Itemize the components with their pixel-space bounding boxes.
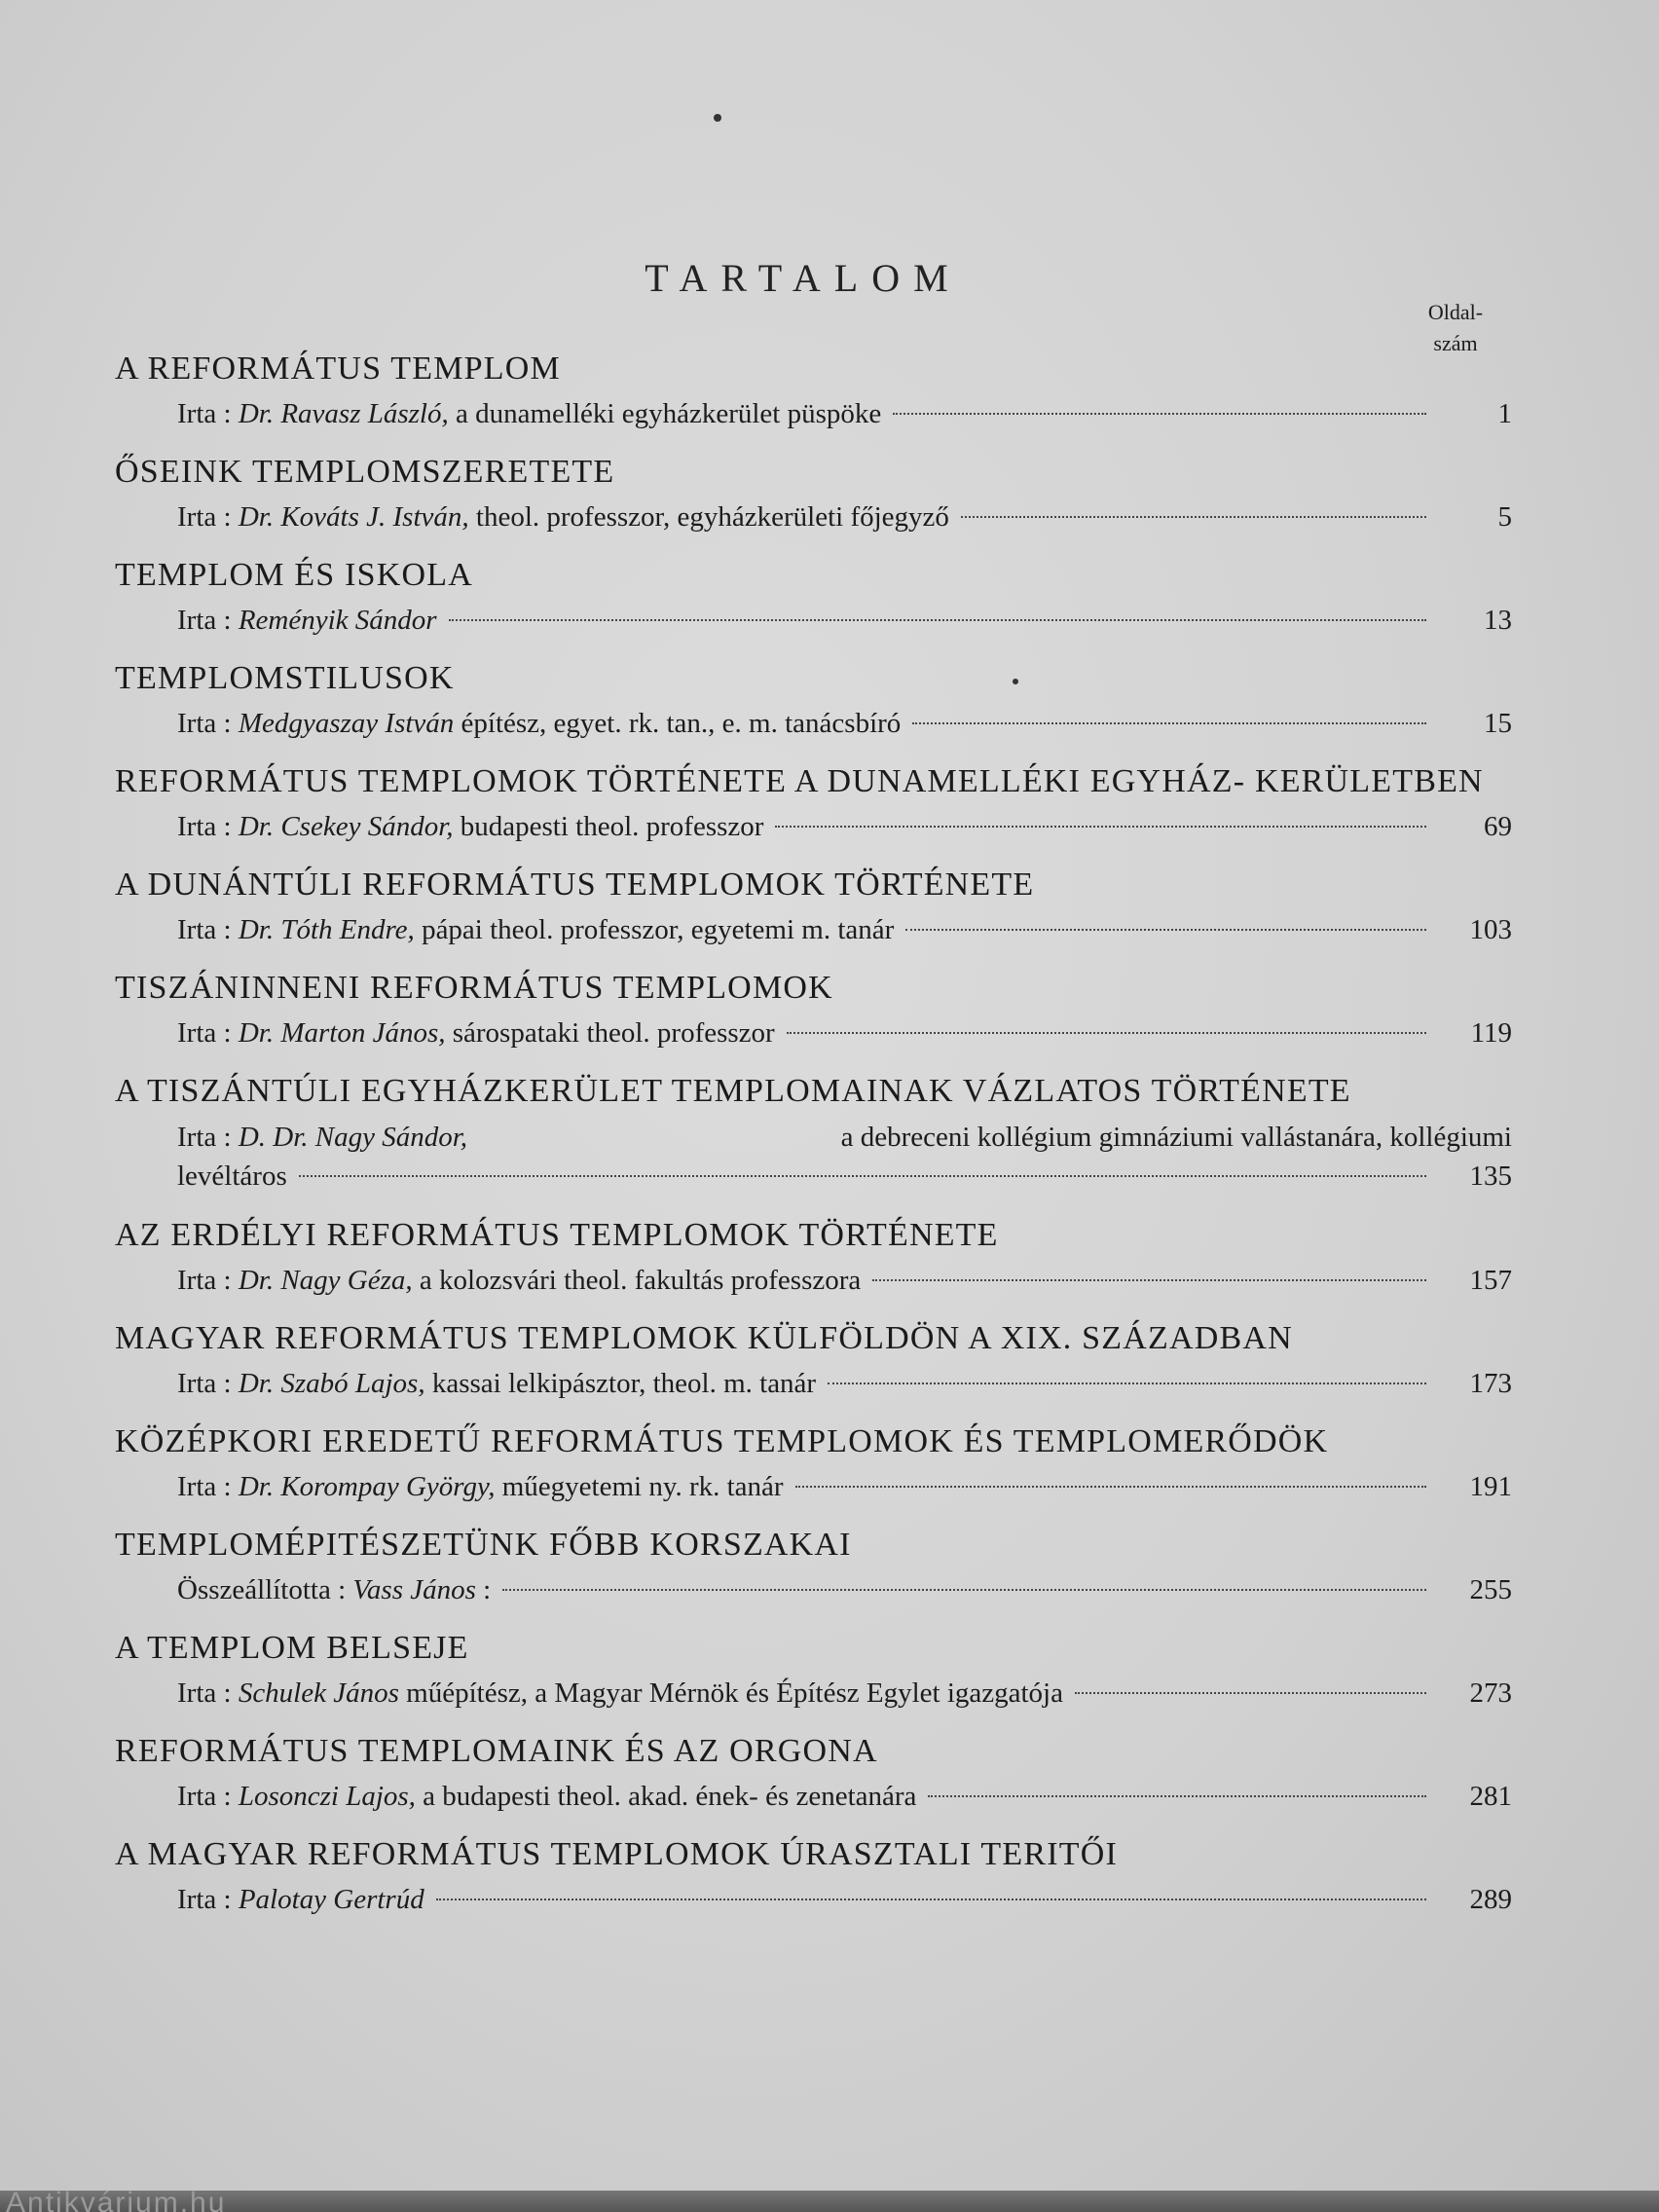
- author-name: D. Dr. Nagy Sándor,: [238, 1122, 468, 1153]
- entry-byline: [115, 1014, 1512, 1051]
- toc-entry: [115, 557, 1512, 639]
- column-header-line1: Oldal-: [1427, 300, 1484, 324]
- page-number: 15: [1484, 708, 1512, 739]
- page-number: 13: [1484, 605, 1512, 636]
- byline-text: [177, 705, 901, 742]
- entry-heading: ŐSEINK TEMPLOMSZERETETE: [115, 454, 615, 490]
- author-role: műépítész, a Magyar Mérnök és Építész Egylet igazgatója: [398, 1677, 1063, 1709]
- dot-leader: [1075, 1692, 1426, 1694]
- entry-byline: [115, 602, 1512, 639]
- page-number: 191: [1469, 1471, 1512, 1502]
- author-role: műegyetemi ny. rk. tanár: [495, 1471, 784, 1502]
- author-name: Reményik Sándor: [238, 605, 437, 636]
- toc-entry: [115, 1630, 1512, 1712]
- toc-entry: [115, 1423, 1512, 1505]
- byline-prefix: Irta :: [177, 605, 232, 636]
- toc-entry: [115, 1217, 1512, 1299]
- byline-prefix: Irta :: [177, 398, 232, 429]
- author-name: Palotay Gertrúd: [238, 1884, 424, 1915]
- byline-prefix: Irta :: [177, 708, 232, 739]
- author-name: Dr. Nagy Géza,: [238, 1265, 413, 1296]
- byline-prefix: Irta :: [177, 501, 232, 533]
- byline-text: [177, 808, 763, 845]
- toc-entry: [115, 1073, 1512, 1196]
- byline-line: [177, 1118, 1512, 1157]
- entry-heading: A DUNÁNTÚLI REFORMÁTUS TEMPLOMOK TÖRTÉNETE: [115, 866, 1035, 903]
- page-number: 273: [1469, 1677, 1512, 1709]
- entry-heading: TEMPLOM ÉS ISKOLA: [115, 557, 473, 593]
- byline-text: [177, 911, 894, 948]
- author-role: kassai lelkipásztor, theol. m. tanár: [424, 1368, 817, 1399]
- entry-heading: REFORMÁTUS TEMPLOMOK TÖRTÉNETE A DUNAMELLÉKI EGYHÁZ- KERÜLETBEN: [115, 763, 1484, 799]
- entry-heading: A MAGYAR REFORMÁTUS TEMPLOMOK ÚRASZTALI TERITŐI: [115, 1836, 1118, 1872]
- entry-byline: [115, 1675, 1512, 1712]
- dot-leader: [775, 826, 1426, 828]
- byline-prefix: Irta :: [177, 1884, 232, 1915]
- toc-entry: [115, 350, 1512, 432]
- dot-leader: [449, 619, 1426, 621]
- author-name: Losonczi Lajos,: [238, 1781, 416, 1812]
- toc-entry: [115, 454, 1512, 535]
- entry-heading: TISZÁNINNENI REFORMÁTUS TEMPLOMOK: [115, 970, 833, 1006]
- byline-prefix: Irta :: [177, 1265, 232, 1296]
- entry-heading: MAGYAR REFORMÁTUS TEMPLOMOK KÜLFÖLDÖN A XIX. SZÁZADBAN: [115, 1320, 1293, 1356]
- toc-entry: [115, 866, 1512, 948]
- byline-prefix: Irta :: [177, 914, 232, 945]
- page-number: 173: [1469, 1368, 1512, 1399]
- author-name: Schulek János: [238, 1677, 399, 1709]
- byline-text: [177, 1778, 916, 1815]
- entry-heading: AZ ERDÉLYI REFORMÁTUS TEMPLOMOK TÖRTÉNETE: [115, 1217, 999, 1253]
- page-number: 69: [1484, 811, 1512, 842]
- page-number: 281: [1469, 1781, 1512, 1812]
- page-title: TARTALOM: [645, 256, 962, 300]
- author-name: Medgyaszay István: [238, 708, 455, 739]
- toc-entry: [115, 1733, 1512, 1815]
- byline-prefix: Irta :: [177, 1677, 232, 1709]
- dot-leader: [893, 413, 1426, 415]
- byline-text: [177, 395, 881, 432]
- byline-text: [177, 1262, 861, 1299]
- dot-leader: [912, 722, 1426, 724]
- author-name: Dr. Tóth Endre,: [238, 914, 415, 945]
- column-header-line2: szám: [1433, 331, 1478, 355]
- toc-entry: [115, 970, 1512, 1051]
- byline-text: [177, 1365, 816, 1402]
- byline-prefix: Irta :: [177, 1471, 232, 1502]
- dot-leader: [299, 1175, 1426, 1177]
- author-role: :: [475, 1574, 492, 1605]
- byline-text: [177, 1675, 1063, 1712]
- byline-text: [177, 1014, 775, 1051]
- entry-byline: [115, 1365, 1512, 1402]
- byline-prefix: Irta :: [177, 1781, 232, 1812]
- page-number: 5: [1497, 501, 1512, 533]
- author-name: Dr. Kováts J. István,: [238, 501, 469, 533]
- dot-leader: [828, 1382, 1426, 1384]
- page-number: 289: [1469, 1884, 1512, 1915]
- author-role: theol. professzor, egyházkerületi főjegyző: [468, 501, 949, 533]
- entry-heading: A TISZÁNTÚLI EGYHÁZKERÜLET TEMPLOMAINAK VÁZLATOS TÖRTÉNETE: [115, 1073, 1351, 1109]
- entry-byline: [115, 1778, 1512, 1815]
- entry-byline: [115, 808, 1512, 845]
- dot-leader: [787, 1032, 1426, 1034]
- entry-heading: TEMPLOMÉPITÉSZETÜNK FŐBB KORSZAKAI: [115, 1527, 852, 1563]
- toc-entry: [115, 660, 1512, 742]
- author-role-cont: levéltáros: [177, 1161, 287, 1192]
- entry-byline: [115, 1262, 1512, 1299]
- author-name: Vass János: [352, 1574, 476, 1605]
- byline-prefix: Összeállította :: [177, 1574, 347, 1605]
- ink-speck: [714, 114, 721, 122]
- byline-prefix: Irta :: [177, 1368, 232, 1399]
- page-number: 157: [1469, 1265, 1512, 1296]
- entry-heading: TEMPLOMSTILUSOK: [115, 660, 455, 696]
- entry-byline: [115, 705, 1512, 742]
- dot-leader: [961, 516, 1426, 518]
- author-name: Dr. Ravasz László,: [238, 398, 449, 429]
- page-number: 135: [1469, 1161, 1512, 1192]
- author-role: a kolozsvári theol. fakultás professzora: [412, 1265, 862, 1296]
- page-number: 255: [1469, 1574, 1512, 1605]
- byline-text: [177, 1881, 424, 1918]
- byline-line: [177, 1157, 1512, 1196]
- byline-prefix: Irta :: [177, 1122, 232, 1153]
- author-role: pápai theol. professzor, egyetemi m. tanár: [414, 914, 895, 945]
- entry-byline: [115, 1468, 1512, 1505]
- byline-prefix: Irta :: [177, 811, 232, 842]
- dot-leader: [872, 1279, 1426, 1281]
- author-name: Dr. Marton János,: [238, 1017, 446, 1049]
- page-number: 103: [1469, 914, 1512, 945]
- toc-entry: [115, 1320, 1512, 1402]
- byline-prefix: Irta :: [177, 1017, 232, 1049]
- author-role: budapesti theol. professzor: [453, 811, 764, 842]
- dot-leader: [795, 1486, 1426, 1488]
- page-number: 119: [1470, 1017, 1512, 1049]
- entry-byline: [115, 1118, 1512, 1196]
- entry-byline: [115, 395, 1512, 432]
- author-role: építész, egyet. rk. tan., e. m. tanácsbíró: [454, 708, 902, 739]
- page-number: 1: [1497, 398, 1512, 429]
- watermark: Antikvárium.hu: [6, 2187, 227, 2212]
- dot-leader: [436, 1899, 1426, 1900]
- entry-byline: [115, 498, 1512, 535]
- entry-byline: [115, 1571, 1512, 1608]
- entry-heading: A REFORMÁTUS TEMPLOM: [115, 350, 561, 387]
- dot-leader: [502, 1589, 1426, 1591]
- toc-entry: [115, 1836, 1512, 1918]
- entry-byline: [115, 1881, 1512, 1918]
- author-role: sárospataki theol. professzor: [445, 1017, 775, 1049]
- entry-heading: A TEMPLOM BELSEJE: [115, 1630, 469, 1666]
- author-role: a budapesti theol. akad. ének- és zenetanára: [415, 1781, 917, 1812]
- byline-text: [177, 602, 437, 639]
- author-name: Dr. Korompay György,: [238, 1471, 496, 1502]
- dot-leader: [928, 1795, 1426, 1797]
- byline-text: [177, 1118, 467, 1157]
- toc-entry: [115, 1527, 1512, 1608]
- table-of-contents: [115, 350, 1512, 1939]
- dot-leader: [905, 929, 1426, 931]
- author-name: Dr. Csekey Sándor,: [238, 811, 454, 842]
- byline-text: [177, 498, 949, 535]
- author-role: a debreceni kollégium gimnáziumi vallástanára, kollégiumi: [840, 1122, 1512, 1153]
- byline-text: [177, 1468, 784, 1505]
- author-name: Dr. Szabó Lajos,: [238, 1368, 425, 1399]
- byline-text: [177, 1571, 491, 1608]
- entry-heading: REFORMÁTUS TEMPLOMAINK ÉS AZ ORGONA: [115, 1733, 878, 1769]
- author-role: a dunamelléki egyházkerület püspöke: [448, 398, 882, 429]
- entry-byline: [115, 911, 1512, 948]
- toc-entry: [115, 763, 1512, 845]
- entry-heading: KÖZÉPKORI EREDETŰ REFORMÁTUS TEMPLOMOK ÉS TEMPLOMERŐDÖK: [115, 1423, 1329, 1459]
- footer-bar: [0, 2191, 1659, 2212]
